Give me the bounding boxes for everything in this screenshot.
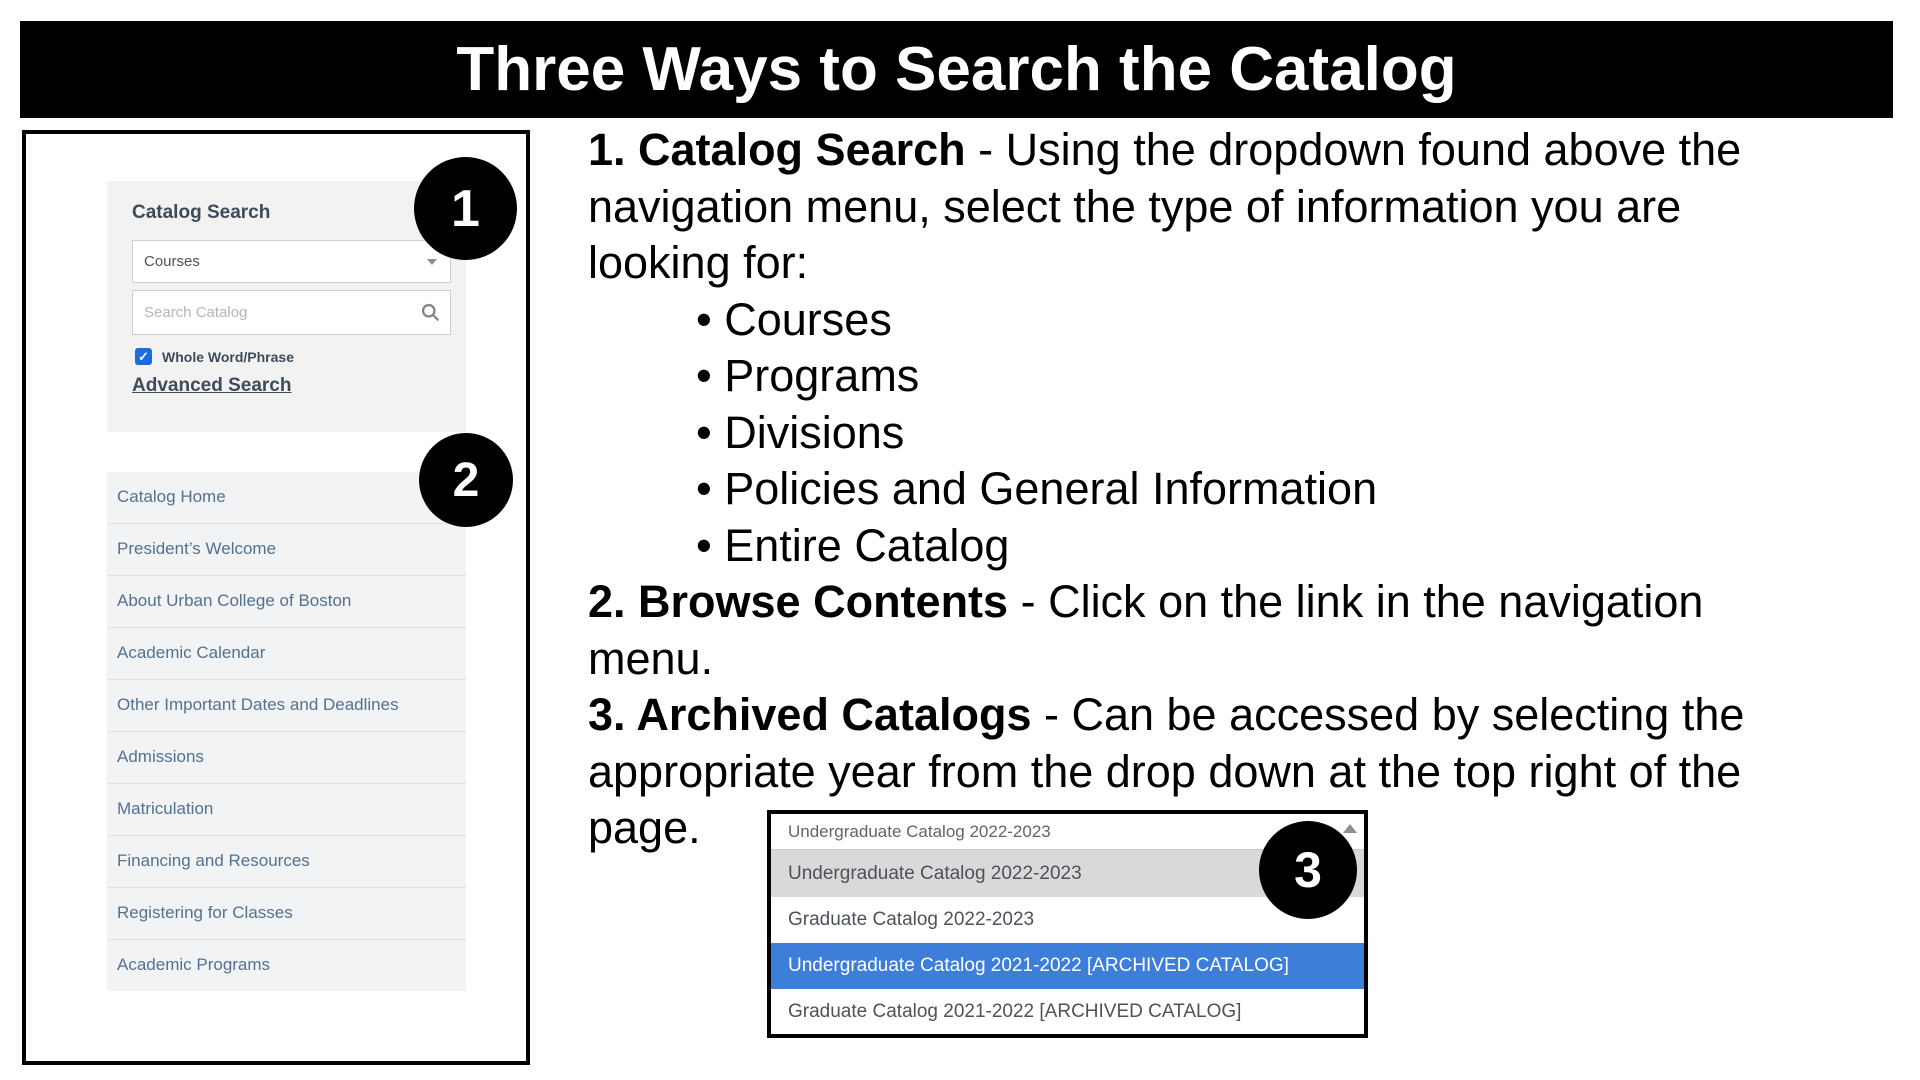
instruction-line: 1. Catalog Search - Using the dropdown found above the [588,124,1742,175]
catalog-search-card [107,181,466,432]
sidebar-screenshot-frame [22,130,530,1065]
instruction-line: page. [588,802,701,853]
instruction-line: menu. [588,632,714,684]
nav-item[interactable]: President’s Welcome [107,523,466,575]
nav-item[interactable]: About Urban College of Boston [107,575,466,627]
page-title: Three Ways to Search the Catalog [456,35,1457,104]
instructions [588,122,1903,857]
scrollbar-up-icon[interactable] [1343,824,1357,833]
instruction-line: • Programs [696,350,920,401]
whole-word-row [135,348,294,365]
search-icon[interactable] [420,302,441,323]
instruction-line: appropriate year from the drop down at the top right of the [588,745,1742,797]
dropdown-option[interactable]: Undergraduate Catalog 2022-2023 [788,821,1051,841]
instruction-line: • Divisions [696,406,905,458]
dropdown-option[interactable]: Graduate Catalog 2022-2023 [788,909,1035,930]
instruction-line: 3. Archived Catalogs - Can be accessed by selecting the [588,689,1745,740]
chevron-down-icon [427,259,437,265]
title-banner [20,21,1893,118]
instruction-line: • Entire Catalog [696,519,1010,571]
nav-item[interactable]: Academic Calendar [107,627,466,679]
instruction-line: navigation menu, select the type of information you are [588,180,1682,232]
dropdown-option[interactable]: Graduate Catalog 2021-2022 [ARCHIVED CATALOG] [788,1001,1242,1022]
whole-word-checkbox[interactable]: ✓ [135,348,152,365]
callout-badge-1: 1 [414,157,517,260]
search-type-select[interactable] [132,240,451,283]
dropdown-option[interactable]: Undergraduate Catalog 2022-2023 [771,849,1364,897]
instruction-line: looking for: [588,237,809,288]
catalog-nav-menu [107,472,466,991]
dropdown-option[interactable]: Undergraduate Catalog 2021-2022 [ARCHIVED CATALOG] [771,943,1364,989]
instruction-line: • Policies and General Information [696,463,1378,514]
instruction-line: • Courses [696,293,892,345]
nav-item[interactable]: Other Important Dates and Deadlines [107,679,466,731]
search-input[interactable] [133,291,450,334]
catalog-search-heading: Catalog Search [132,202,271,223]
nav-item[interactable]: Academic Programs [107,939,466,991]
nav-item[interactable]: Admissions [107,731,466,783]
whole-word-label: Whole Word/Phrase [162,348,294,365]
nav-item[interactable]: Matriculation [107,783,466,835]
callout-badge-2: 2 [419,433,513,527]
callout-badge-3: 3 [1259,821,1357,919]
catalog-search-box [132,290,451,335]
nav-item[interactable]: Catalog Home [117,487,226,506]
advanced-search-link[interactable]: Advanced Search [132,375,292,396]
instruction-line: 2. Browse Contents - Click on the link in the navigation [588,576,1704,627]
nav-item[interactable]: Financing and Resources [107,835,466,887]
search-type-value: Courses [144,253,200,270]
nav-item[interactable]: Registering for Classes [107,887,466,939]
